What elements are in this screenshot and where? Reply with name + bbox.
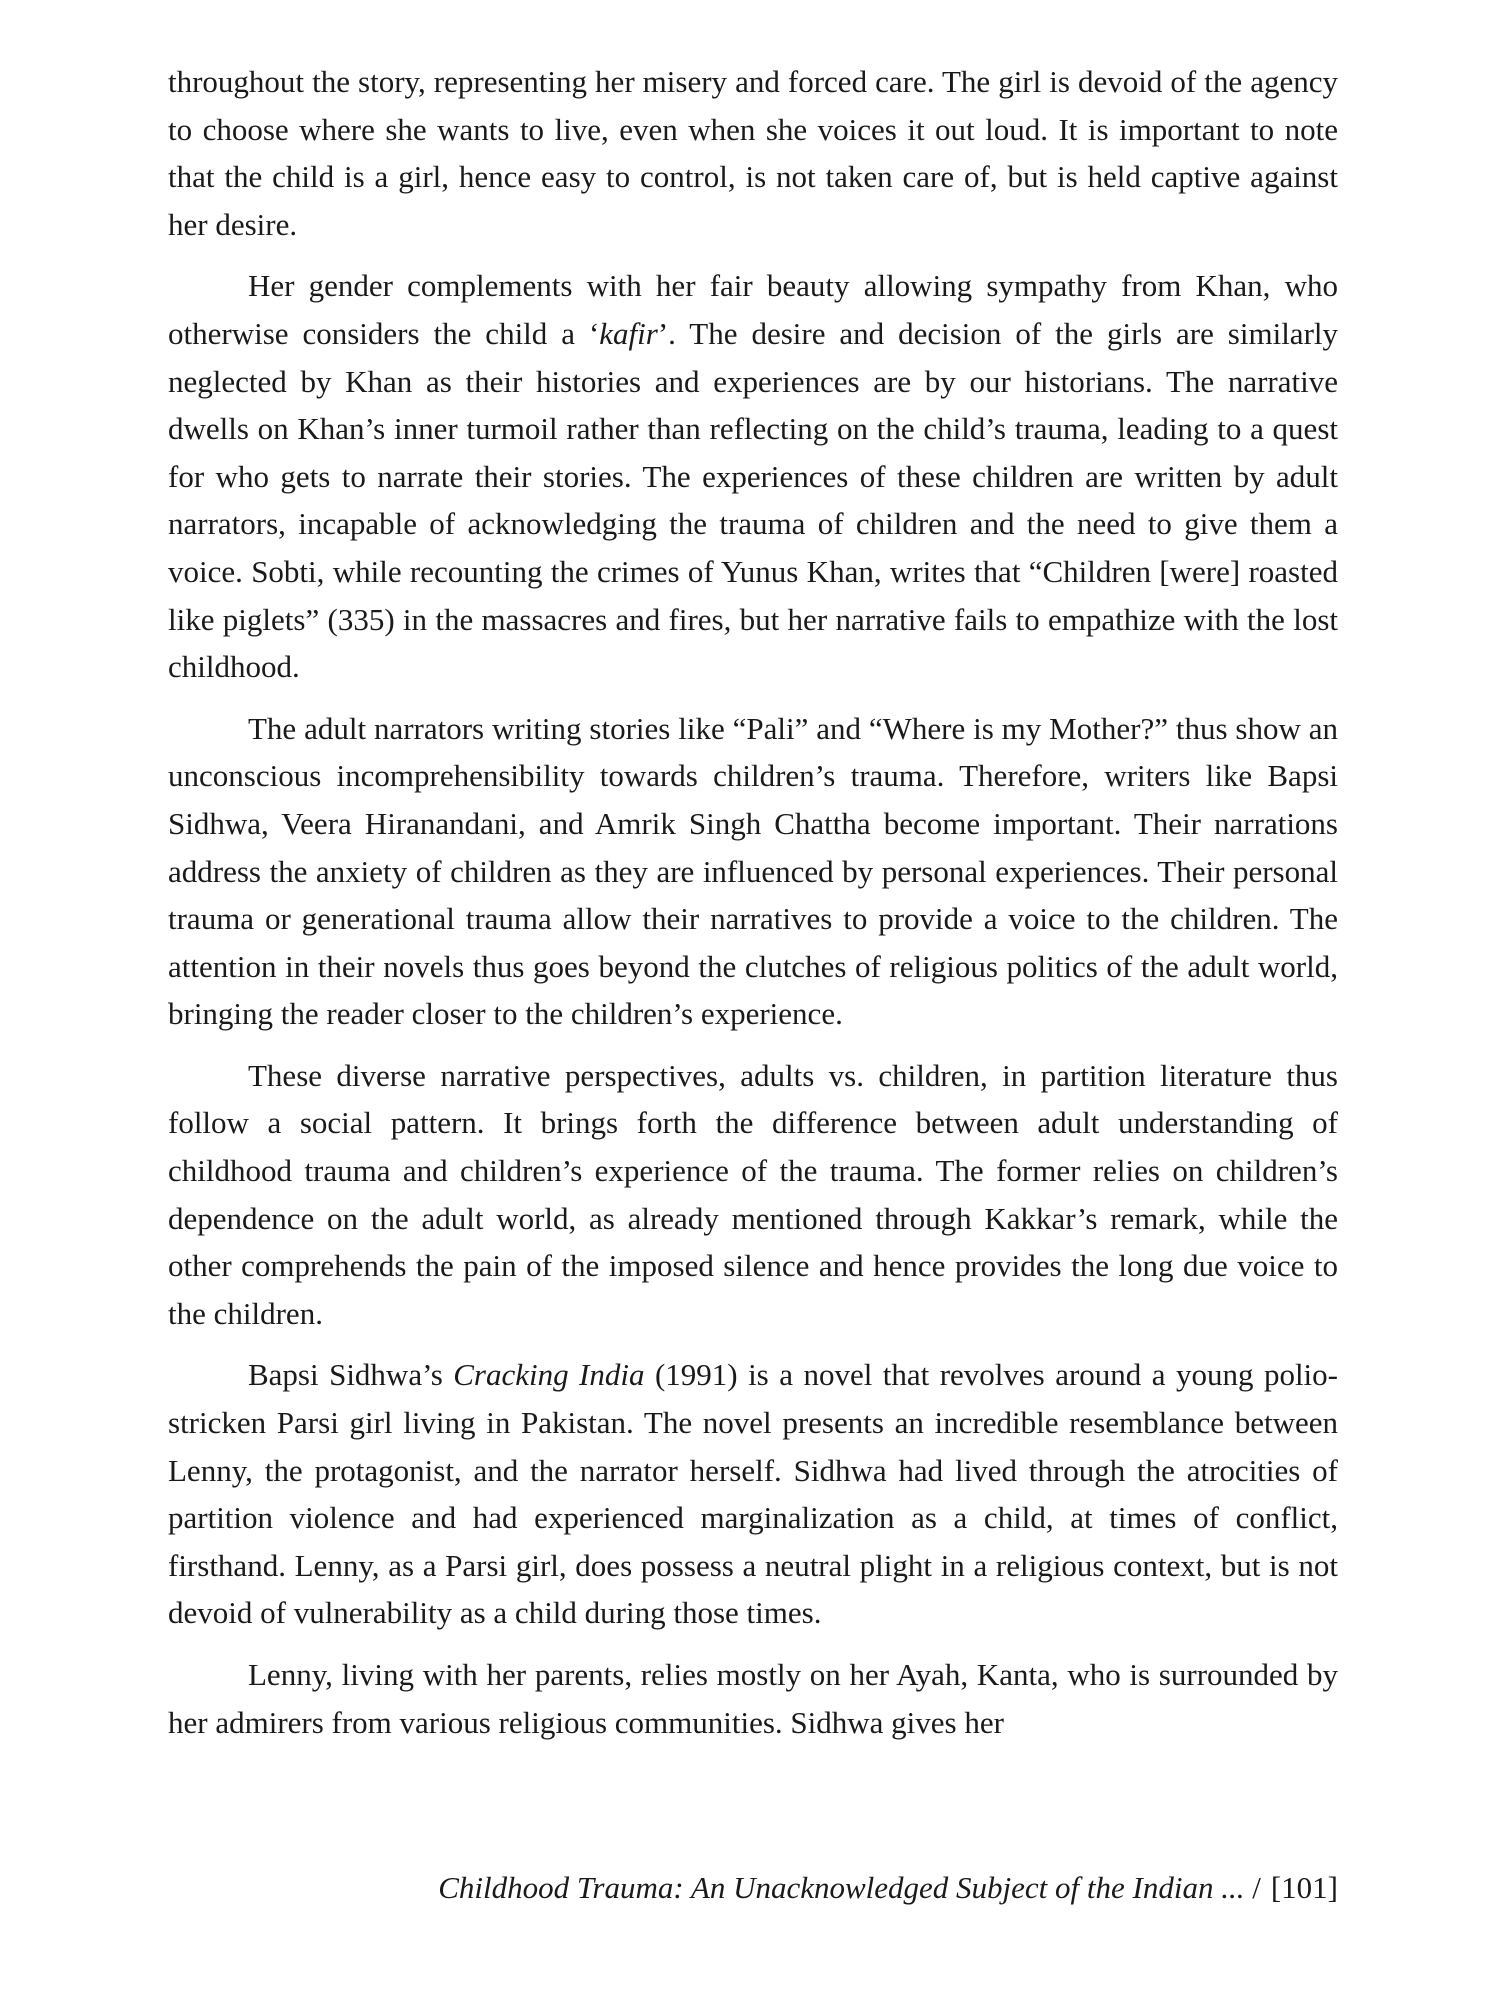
paragraph-6-text: Lenny, living with her parents, relies mostly on her Ayah, Kanta, who is surrounded by her admirers from various religious communities. Sidhwa gives her	[168, 1657, 1338, 1740]
paragraph-3	[168, 705, 1338, 1038]
body-text	[168, 58, 1338, 1760]
paragraph-2-text-b: ’. The desire and decision of the girls are similarly neglected by Khan as their histories and experiences are by our historians. The narrative dwells on Khan’s inner turmoil rather than reflecting on the child’s trauma, leading to a quest for who gets to narrate their stories. The experiences of these children are written by adult narrators, incapable of acknowledging the trauma of children and the need to give them a voice. Sobti, while recounting the crimes of Yunus Khan, writes that “Children [were] roasted like piglets” (335) in the massacres and fires, but her narrative fails to empathize with the lost childhood.	[168, 315, 1339, 685]
page-footer	[438, 1868, 1338, 1908]
paragraph-3-text: The adult narrators writing stories like “Pali” and “Where is my Mother?” thus show an unconscious incomprehensibility towards children’s trauma. Therefore, writers like Bapsi Sidhwa, Veera Hiranandani, and Amrik Singh Chattha become important. Their narrations address the anxiety of children as they are influenced by personal experiences. Their personal trauma or generational trauma allow their narratives to provide a voice to the children. The attention in their novels thus goes beyond the clutches of religious politics of the adult world, bringing the reader closer to the children’s experience.	[168, 710, 1338, 1032]
paragraph-2-italic-term: kafir	[599, 315, 658, 351]
paragraph-5-text-a: Bapsi Sidhwa’s	[248, 1357, 454, 1393]
paragraph-5-text-b: (1991) is a novel that revolves around a young polio- stricken Parsi girl living in Pakistan. The novel presents an incredible resemblance between Lenny, the protagonist, and the narrator herself. Sidhwa had lived through the atrocities of partition violence and had experienced marginalization as a child, at times of conflict, firsthand. Lenny, as a Parsi girl, does possess a neutral plight in a religious context, but is not devoid of vulnerability as a child during those times.	[168, 1357, 1338, 1631]
paragraph-2	[168, 262, 1338, 690]
paragraph-1	[168, 58, 1338, 248]
paragraph-5	[168, 1351, 1338, 1637]
running-title: Childhood Trauma: An Unacknowledged Subject of the Indian ...	[438, 1870, 1245, 1905]
paragraph-5-book-title: Cracking India	[453, 1357, 645, 1393]
paragraph-4	[168, 1052, 1338, 1338]
page-number: [101]	[1270, 1870, 1338, 1905]
paragraph-2-text-a: Her gender complements with her fair beauty allowing sympathy from Khan, who otherwise considers the child a ‘	[168, 268, 1338, 351]
paragraph-6	[168, 1651, 1338, 1746]
paragraph-4-text: These diverse narrative perspectives, adults vs. children, in partition literature thus follow a social pattern. It brings forth the difference between adult understanding of childhood trauma and children’s experience of the trauma. The former relies on children’s dependence on the adult world, as already mentioned through Kakkar’s remark, while the other comprehends the pain of the imposed silence and hence provides the long due voice to the children.	[168, 1057, 1338, 1331]
footer-separator: /	[1252, 1870, 1261, 1905]
paragraph-1-text: throughout the story, representing her misery and forced care. The girl is devoid of the agency to choose where she wants to live, even when she voices it out loud. It is important to note that the child is a girl, hence easy to control, is not taken care of, but is held captive against her desire.	[168, 64, 1338, 242]
